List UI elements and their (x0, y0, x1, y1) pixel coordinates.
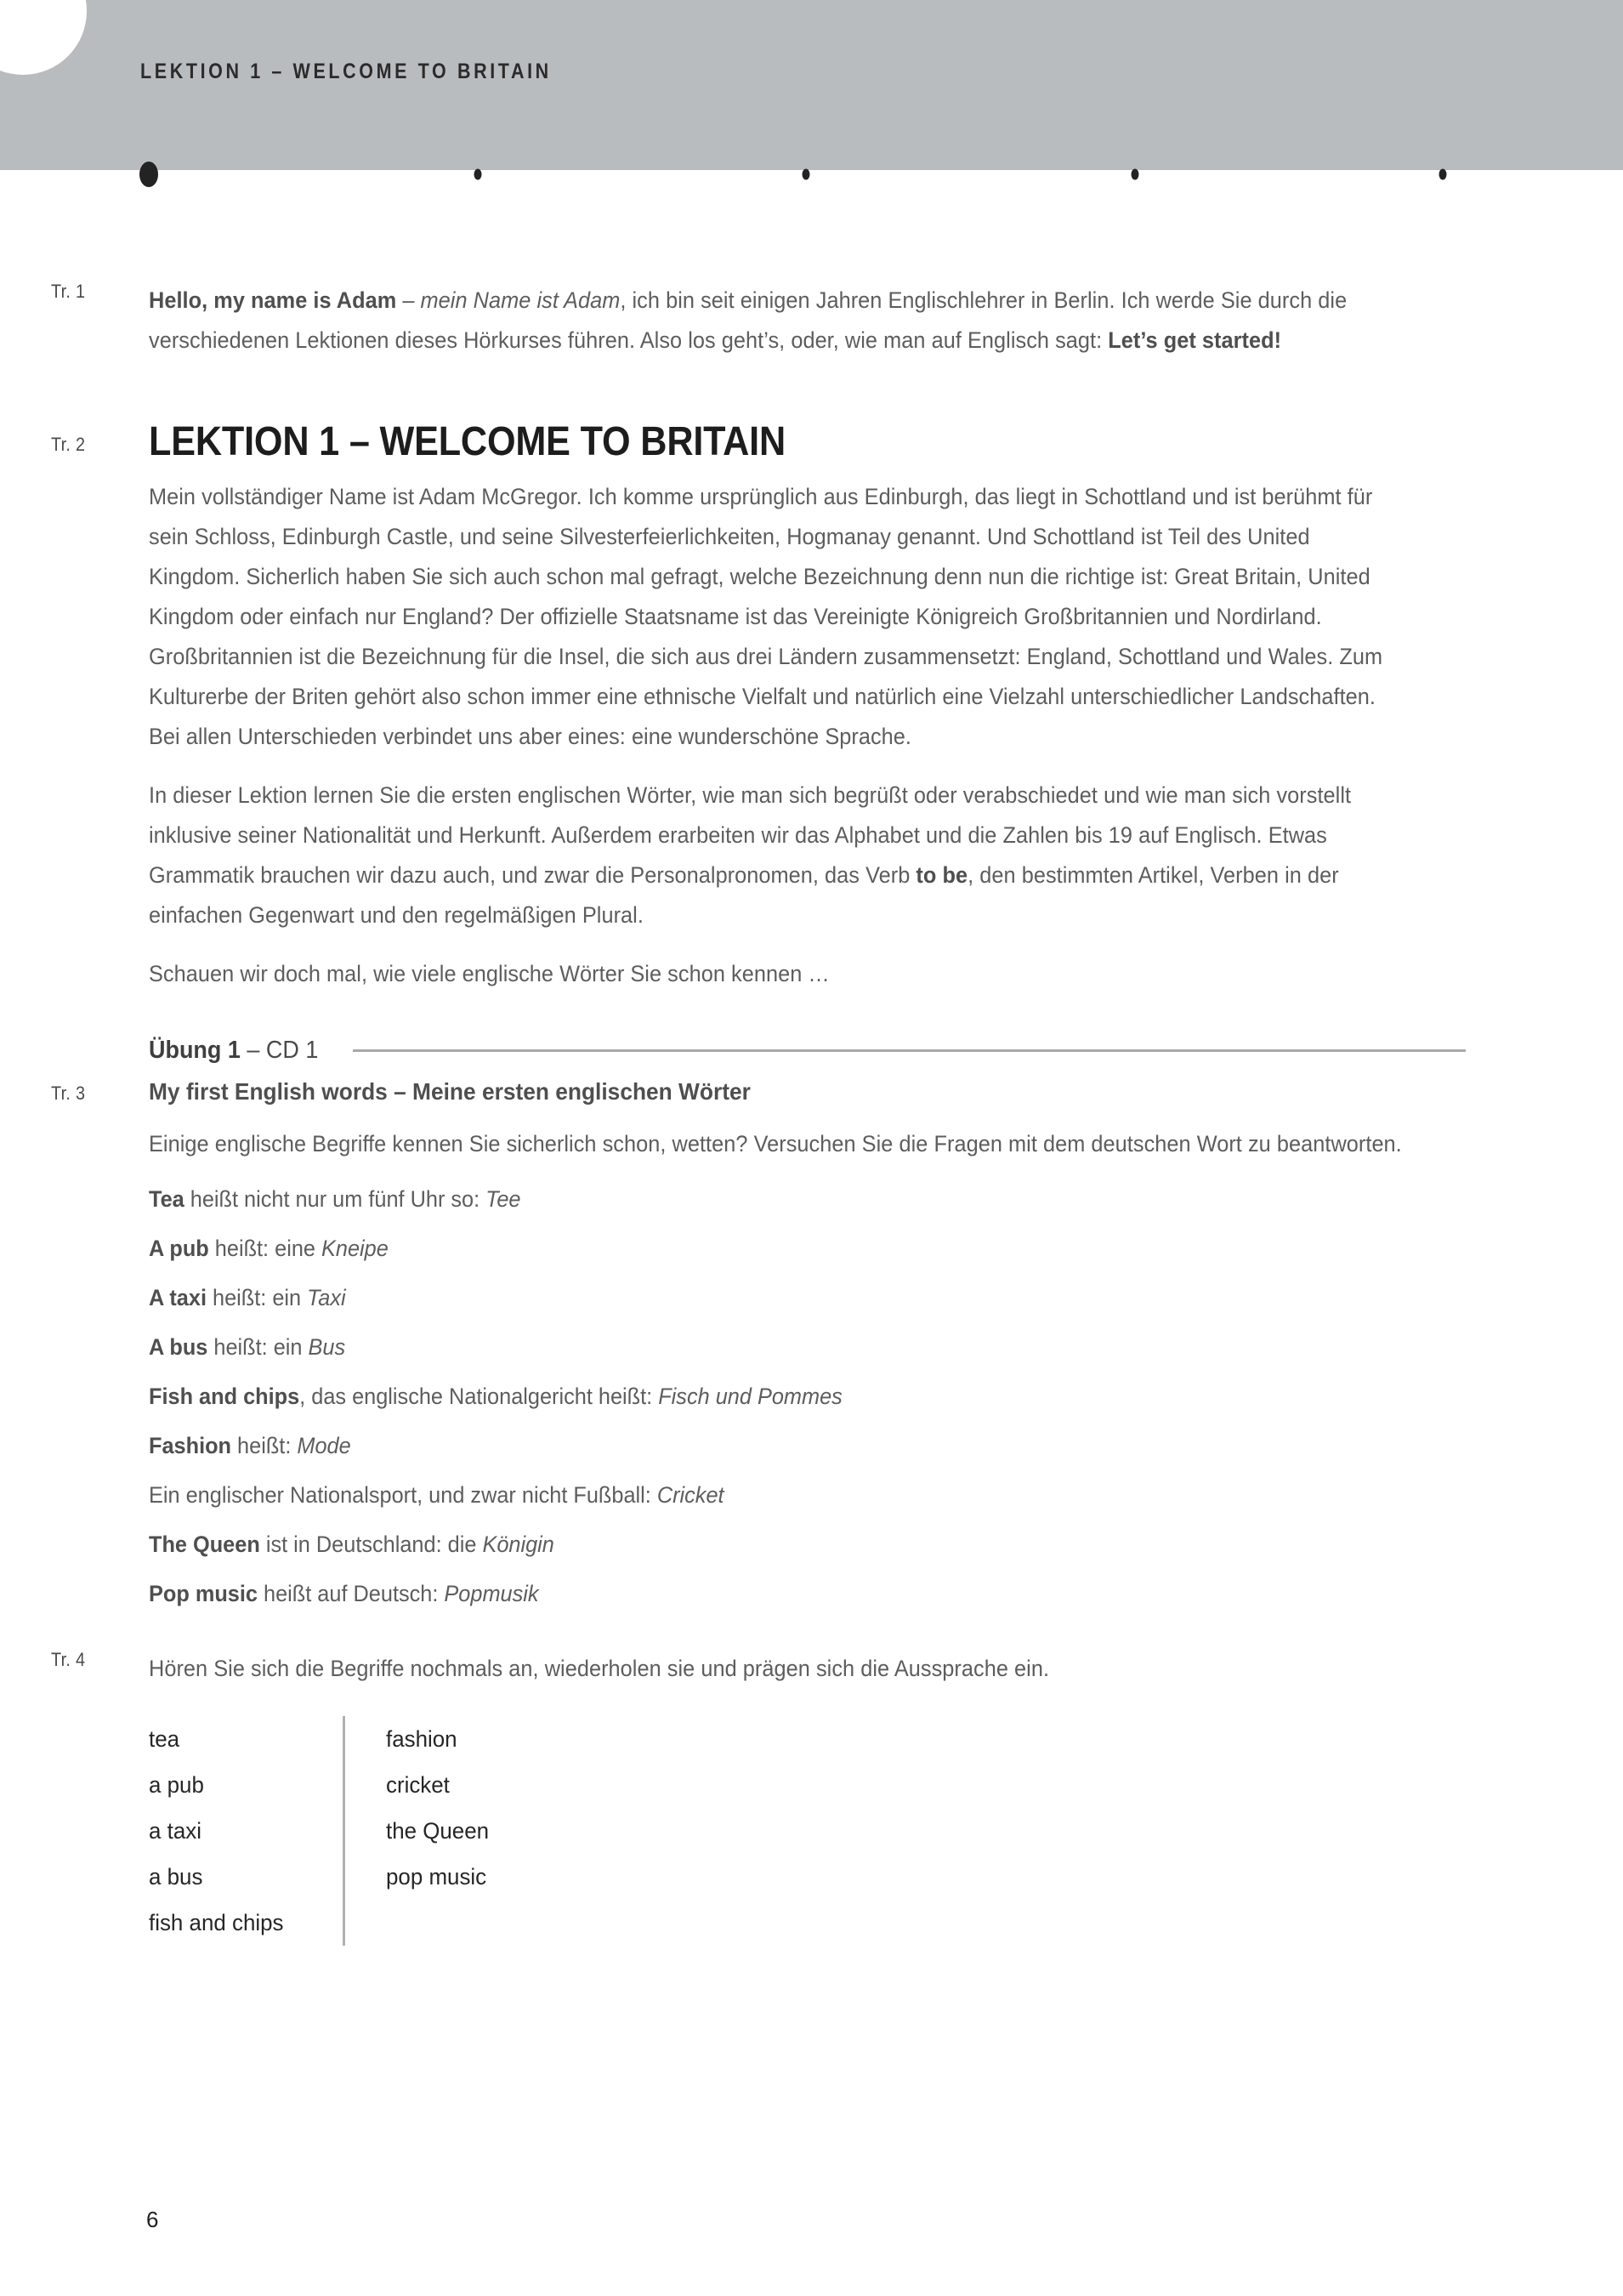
vocabulary-prompt: heißt auf Deutsch: (257, 1581, 445, 1606)
vocabulary-term: A pub (149, 1236, 209, 1261)
vocabulary-row (149, 1531, 1406, 1559)
vocabulary-prompt: ist in Deutschland: die (259, 1532, 483, 1557)
vocabulary-prompt: Ein englischer Nationalsport, und zwar nicht Fußball: (149, 1482, 657, 1508)
running-header-title: LEKTION 1 – WELCOME TO BRITAIN (140, 60, 552, 83)
lesson-block (0, 418, 1623, 994)
vocabulary-term: A bus (149, 1334, 208, 1360)
word-list-item: a bus (149, 1864, 203, 1890)
intro-bold-tail: Let’s get started! (1108, 327, 1282, 353)
vocabulary-row (149, 1432, 1406, 1460)
vocabulary-row (149, 1580, 1406, 1608)
word-column-right (345, 1716, 493, 1946)
vocabulary-term: A taxi (149, 1285, 207, 1310)
track-marker-exercise: Tr. 3 (51, 1083, 86, 1104)
word-list-item: a pub (149, 1772, 204, 1798)
word-list-item: pop music (386, 1864, 487, 1890)
vocabulary-answer: Bus (308, 1334, 346, 1360)
vocabulary-prompt: heißt: eine (208, 1236, 321, 1261)
vocabulary-prompt: , das englische Nationalgericht heißt: (299, 1384, 659, 1409)
word-column-left (149, 1716, 343, 1946)
vocabulary-term: Pop music (149, 1581, 258, 1606)
lesson-paragraph-1: Mein vollständiger Name ist Adam McGregor. Ich komme ursprünglich aus Edinburgh, das liegt in Schottland und ist berühmt für sein Schloss, Edinburgh Castle, und seine Silvesterfeierlichkeiten, Hogmanay genannt. Und Schottland ist Teil des United Kingdom. Sicherlich haben Sie sich auch schon mal gefragt, welche Bezeichnung denn nun die richtige ist: Great Britain, United Kingdom oder einfach nur England? Der offizielle Staatsname ist das Vereinigte Königreich Großbritannien und Nordirland. Großbritannien ist die Bezeichnung für die Insel, die sich aus drei Ländern zusammensetzt: England, Schottland und Wales. Zum Kulturerbe der Briten gehört also schon immer eine ethnische Vielfalt und natürlich eine Vielzahl unterschiedlicher Landschaften. Bei allen Unterschieden verbindet uns aber eines: eine wunderschöne Sprache. (149, 484, 1383, 749)
word-list-item: tea (149, 1726, 180, 1752)
vocabulary-answer: Popmusik (444, 1581, 539, 1606)
track-marker-repeat: Tr. 4 (51, 1649, 86, 1670)
exercise-block (0, 1037, 1623, 1608)
vocabulary-term: Tea (149, 1186, 184, 1212)
word-list-item: the Queen (386, 1818, 490, 1844)
vocabulary-answer: Königin (482, 1532, 554, 1557)
vocabulary-answer: Fisch und Pommes (658, 1384, 843, 1409)
exercise-header (149, 1037, 1466, 1065)
vocabulary-term: The Queen (149, 1532, 260, 1557)
lesson-paragraph-3: Schauen wir doch mal, wie viele englische Wörter Sie schon kennen … (149, 961, 830, 986)
lesson-paragraph-2-bold-term: to be (916, 862, 968, 888)
word-list-table (149, 1716, 1466, 1946)
intro-dash: – (396, 287, 421, 313)
exercise-instruction: Einige englische Begriffe kennen Sie sicherlich schon, wetten? Versuchen Sie die Fragen mit dem deutschen Wort zu beantworten. (149, 1131, 1402, 1157)
vocabulary-answer: Cricket (656, 1482, 724, 1508)
word-list-item: cricket (386, 1772, 450, 1798)
intro-bold-lead: Hello, my name is Adam (149, 287, 397, 313)
vocabulary-row (149, 1383, 1406, 1411)
word-list-item: fish and chips (149, 1910, 284, 1935)
vocabulary-row (149, 1185, 1406, 1213)
intro-italic-translation: mein Name ist Adam (420, 287, 621, 313)
vocabulary-answer: Taxi (307, 1285, 346, 1310)
vocabulary-term: Fashion (149, 1433, 232, 1458)
vocabulary-row (149, 1481, 1406, 1509)
intro-block (0, 281, 1623, 361)
exercise-label (149, 1037, 318, 1065)
vocabulary-prompt: heißt nicht nur um fünf Uhr so: (184, 1186, 486, 1212)
vocabulary-row (149, 1333, 1406, 1361)
word-list-item: a taxi (149, 1818, 201, 1844)
vocabulary-list (149, 1185, 1466, 1608)
vocabulary-answer: Mode (297, 1433, 351, 1458)
word-list-item: fashion (386, 1726, 457, 1752)
intro-paragraph (149, 281, 1406, 361)
vocabulary-term: Fish and chips (149, 1384, 300, 1409)
lesson-paragraph-2-part-b: , den bestimmten Artikel, Verben in der einfachen Gegenwart und den regelmäßigen Plural. (149, 862, 1339, 928)
vocabulary-row (149, 1284, 1406, 1312)
intro-rest: , ich bin seit einigen Jahren Englischlehrer in Berlin. Ich werde Sie durch die verschiedenen Lektionen dieses Hörkurses führen. Also los geht’s, oder, wie man auf Englisch sagt: (149, 287, 1348, 353)
exercise-rule (353, 1049, 1466, 1052)
exercise-label-bold: Übung 1 (149, 1037, 241, 1064)
lesson-paragraph-2 (149, 776, 1406, 935)
vocabulary-prompt: heißt: (231, 1433, 298, 1458)
vocabulary-answer: Kneipe (321, 1236, 389, 1261)
lesson-paragraph-2-part-a: In dieser Lektion lernen Sie die ersten englischen Wörter, wie man sich begrüßt oder verabschiedet und wie man sich vorstellt inklusive seiner Nationalität und Herkunft. Außerdem erarbeiten wir das Alphabet und die Zahlen bis 19 auf Englisch. Etwas Grammatik brauchen wir dazu auch, und zwar die Personalpronomen, das Verb (149, 782, 1352, 888)
vocabulary-prompt: heißt: ein (206, 1285, 308, 1310)
track-marker-intro: Tr. 1 (51, 281, 86, 302)
exercise-label-cd: – CD 1 (240, 1037, 319, 1064)
track-marker-lesson: Tr. 2 (51, 434, 86, 455)
repeat-instruction: Hören Sie sich die Begriffe nochmals an, wiederholen sie und prägen sich die Aussprache ein. (149, 1656, 1050, 1681)
vocabulary-prompt: heißt: ein (207, 1334, 309, 1360)
vocabulary-row (149, 1235, 1406, 1263)
repeat-block (0, 1649, 1623, 1946)
exercise-subtitle: My first English words – Meine ersten englischen Wörter (149, 1078, 751, 1105)
lesson-title: LEKTION 1 – WELCOME TO BRITAIN (149, 419, 786, 464)
vocabulary-answer: Tee (485, 1186, 521, 1212)
page-number: 6 (146, 2207, 159, 2232)
